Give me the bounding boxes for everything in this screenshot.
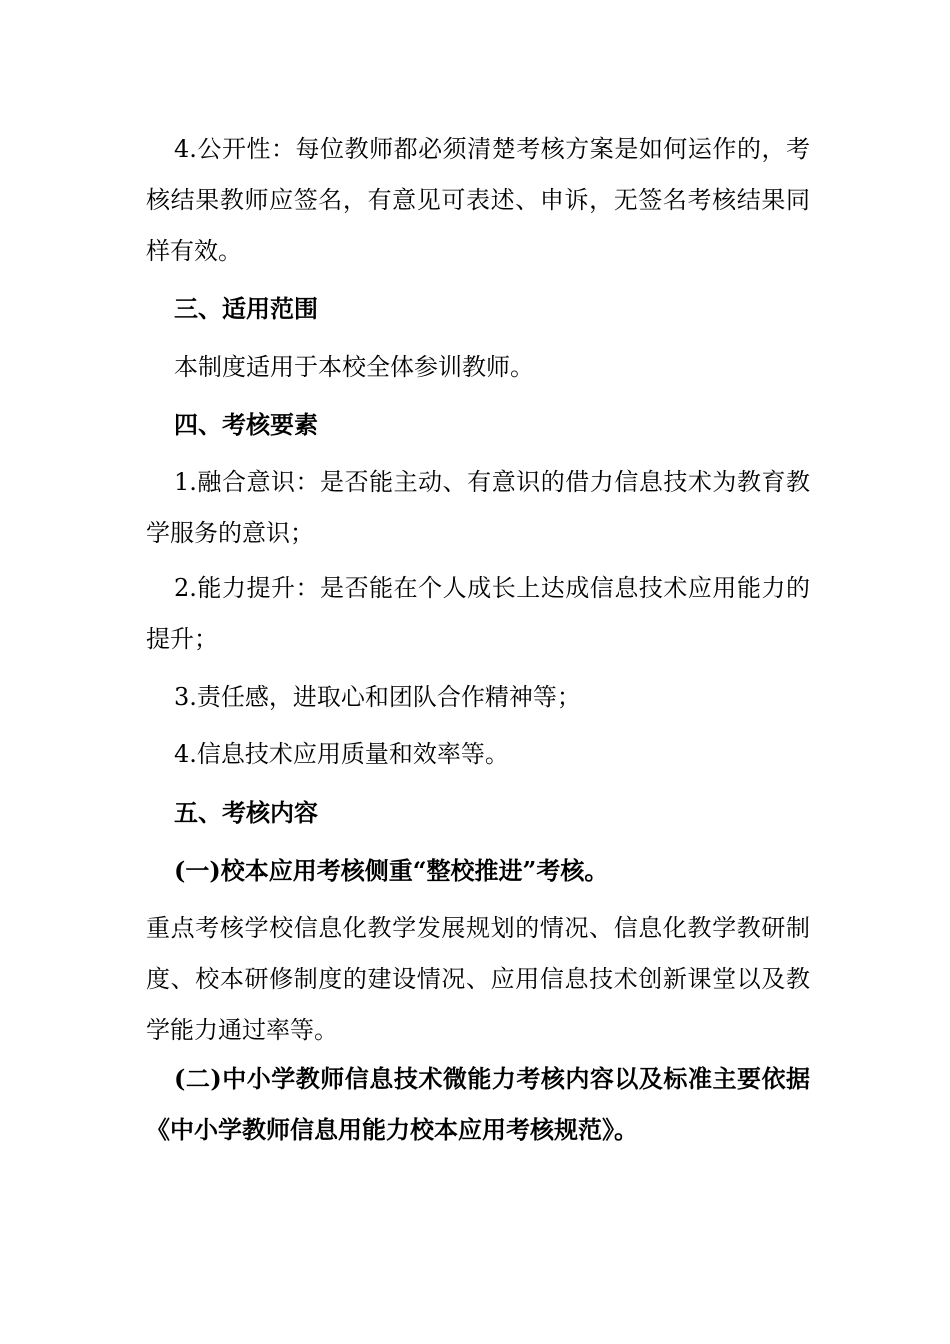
paragraph-element-4: 4.信息技术应用质量和效率等。	[174, 740, 509, 768]
paragraph-scope: 本制度适用于本校全体参训教师。	[174, 353, 534, 381]
paragraph-openness: 4.公开性：每位教师都必须清楚考核方案是如何运作的，考核结果教师应签名，有意见可表述、申诉，无签名考核结果同样有效。	[146, 135, 810, 265]
section-heading-scope: 三、适用范围	[174, 294, 318, 323]
paragraph-subsection-2: (二)中小学教师信息技术微能力考核内容以及标准主要依据《中小学教师信息用能力校本应用考核规范》。	[146, 1064, 810, 1144]
paragraph-element-1: 1.融合意识：是否能主动、有意识的借力信息技术为教育教学服务的意识；	[146, 468, 810, 547]
subsection-heading-1: (一)校本应用考核侧重“整校推进”考核。	[174, 856, 609, 885]
paragraph-element-3: 3.责任感，进取心和团队合作精神等；	[174, 683, 581, 711]
section-heading-elements: 四、考核要素	[174, 410, 318, 439]
section-heading-content: 五、考核内容	[174, 798, 318, 827]
paragraph-subsection-1: 重点考核学校信息化教学发展规划的情况、信息化教学教研制度、校本研修制度的建设情况、应用信息技术创新课堂以及教学能力通过率等。	[146, 914, 810, 1044]
paragraph-element-2: 2.能力提升：是否能在个人成长上达成信息技术应用能力的提升；	[146, 574, 810, 653]
